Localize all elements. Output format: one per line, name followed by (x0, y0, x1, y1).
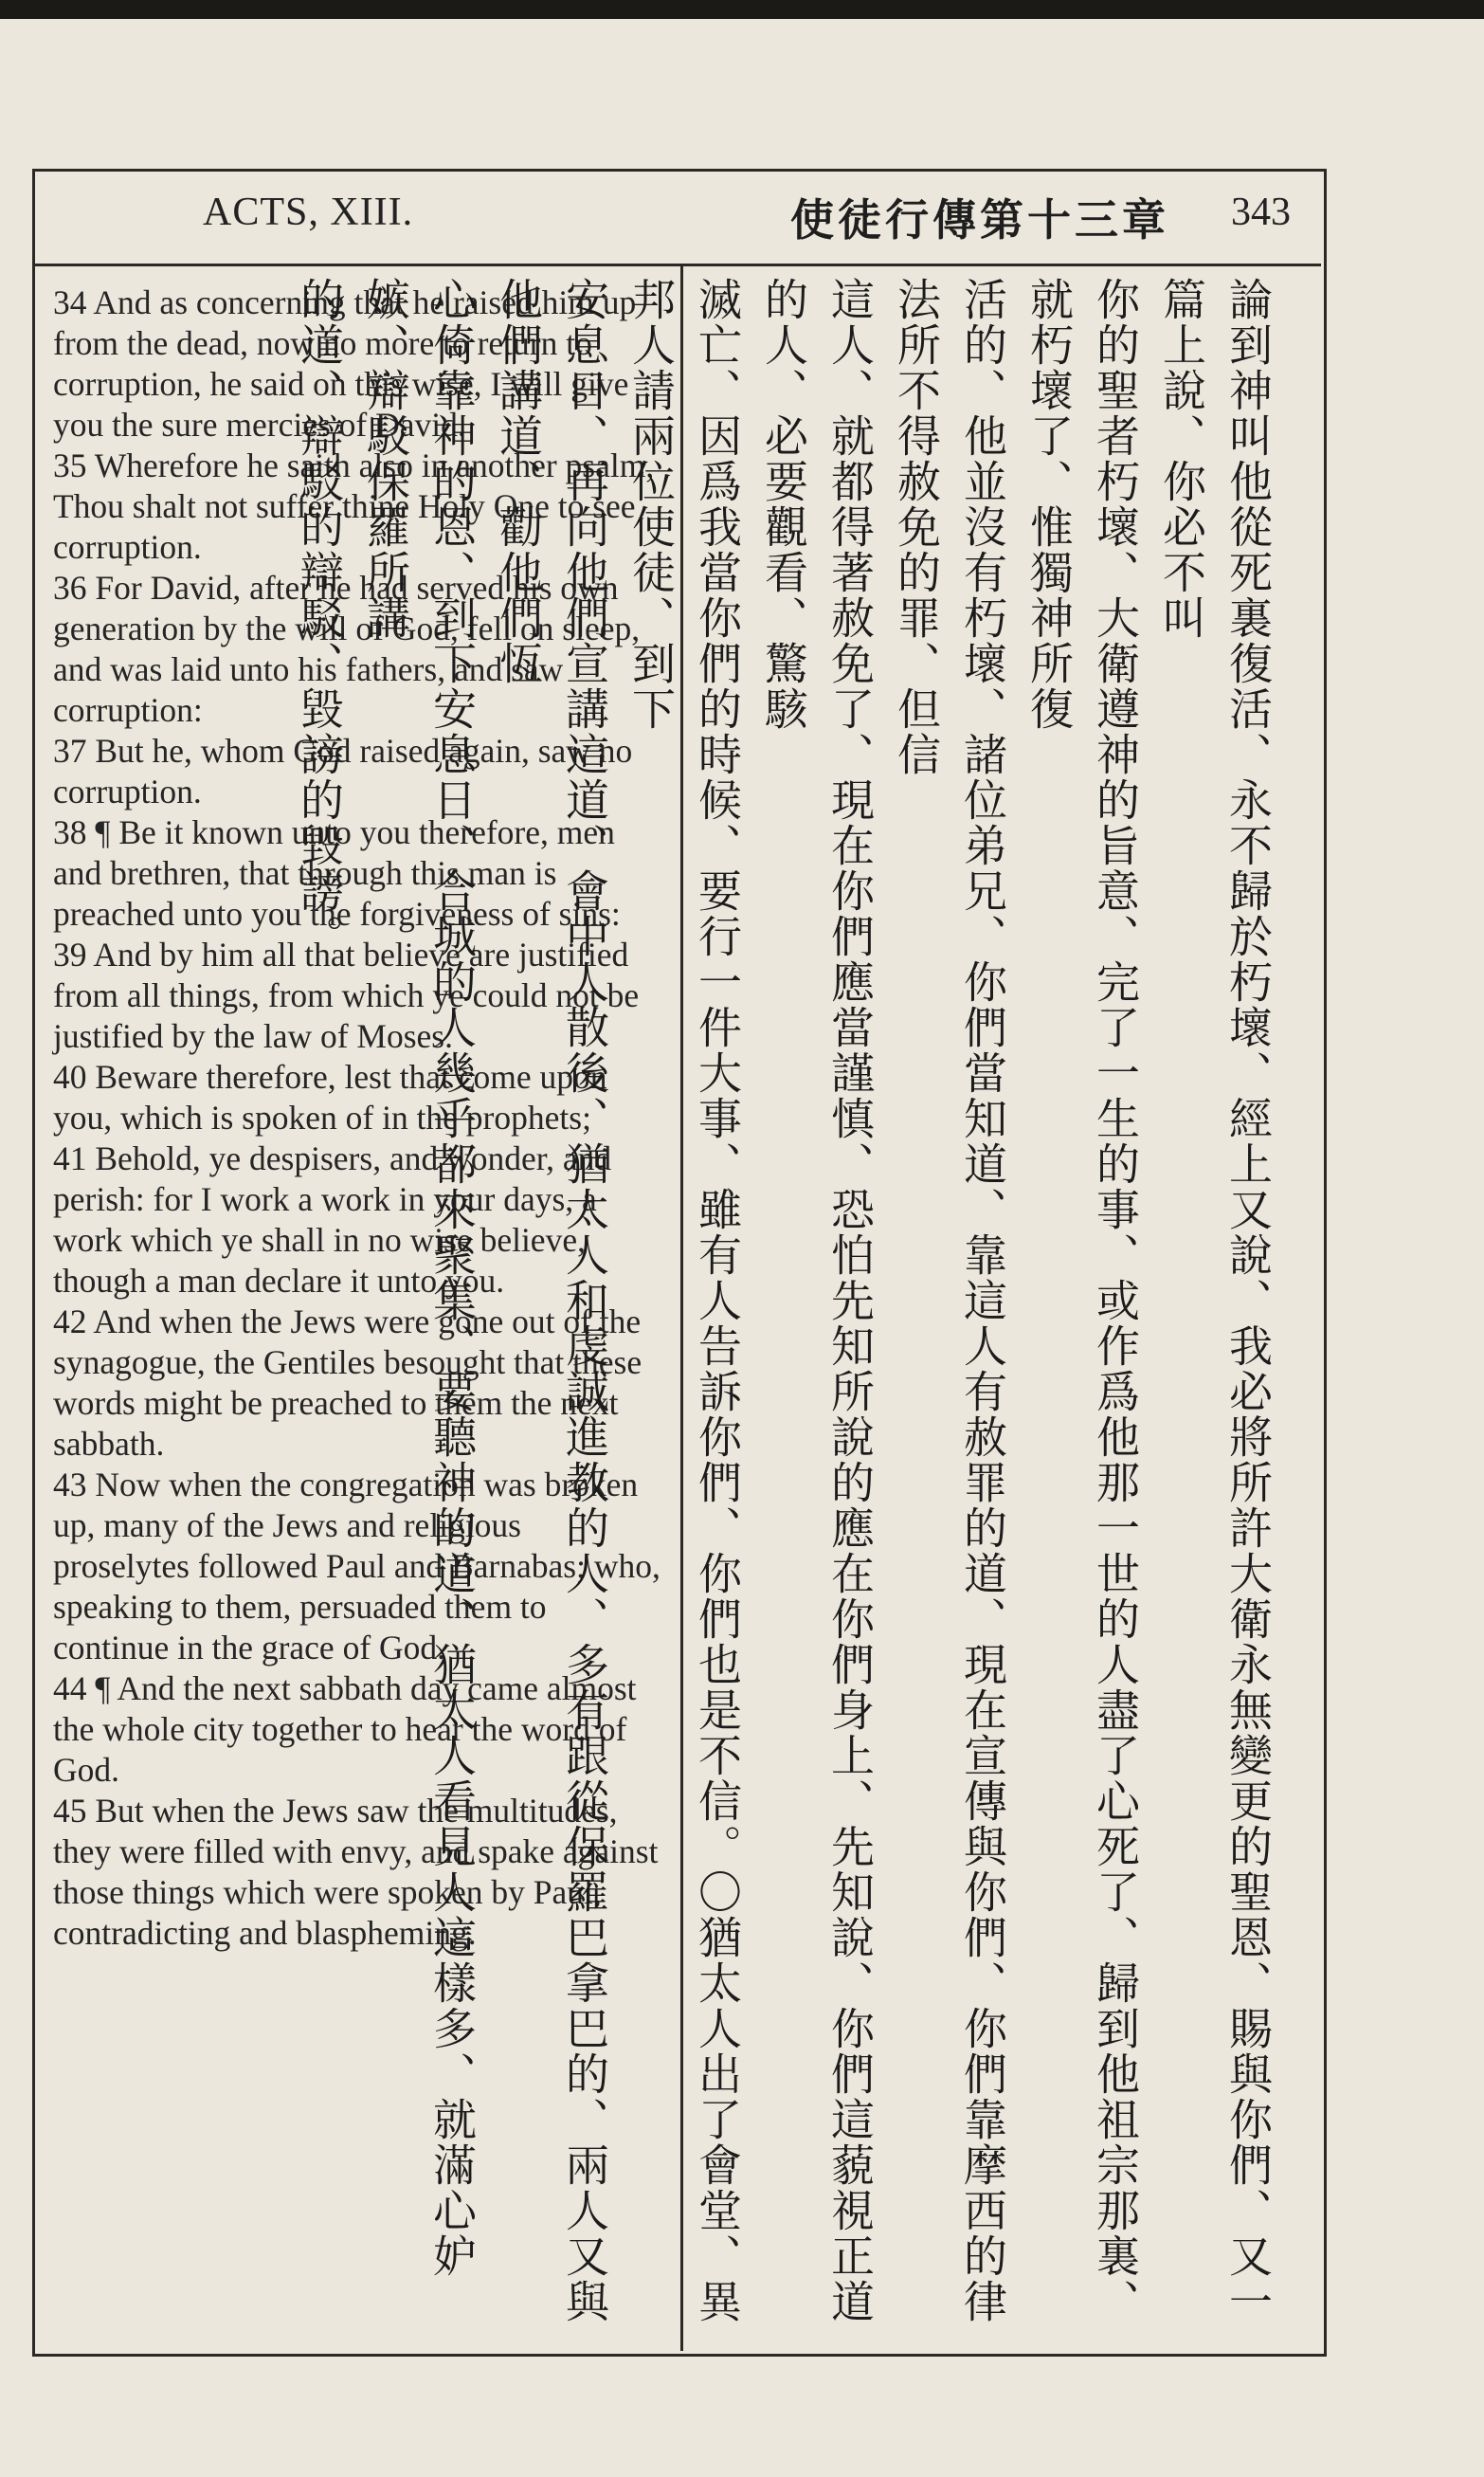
verse-number: 43 (53, 1466, 87, 1503)
chinese-text-column: 的道、辯駁的辯駁、毀謗的毀謗。 (294, 277, 345, 959)
verse-text: Wherefore he saith also in another psalm, Thou shalt not suffer thine Holy One to see corruption. (53, 446, 655, 566)
chinese-text-column: 心倚靠神的恩、到下安息日、合城的人幾乎都來聚集、要聽神的道、猶太人看見人這樣多、就滿心妒嫉、辯駁保羅所講 (360, 277, 478, 2279)
verse-number: 34 (53, 283, 87, 321)
verse-text: Behold, ye despisers, and wonder, and perish: for I work a work in your days, a work which ye shall in no wise believe, though a man declare it unto you. (53, 1139, 612, 1300)
verse-text: ¶ Be it known unto you therefore, men and brethren, that through this man is preached unto you the forgiveness of sins: (53, 813, 621, 933)
verse-number: 37 (53, 732, 87, 770)
verse-text: And by him all that believe are justified from all things, from which ye could not be justified by the law of Moses. (53, 936, 640, 1055)
verse-text: Now when the congregation was broken up, many of the Jews and religious proselytes followed Paul and Barnabas; who, speaking to them, persuaded them to continue in the grace of God. (53, 1466, 661, 1667)
chinese-text-column: 安息日、再向他們宣講這道、會中人散後、猶太人和虔誠進教的人、多有跟從保羅巴拿巴的、兩人又與他們講道、勸他們恆 (493, 277, 610, 2324)
chinese-text-column: 論到神叫他從死裏復活、永不歸於朽壞、經上又說、我必將所許大衛永無變更的聖恩、賜與你們、又一篇上說、你必不叫 (1156, 277, 1274, 2324)
verse-number: 41 (53, 1139, 87, 1177)
verse-text: Beware therefore, lest that come upon you, which is spoken of in the prophets; (53, 1058, 607, 1137)
verse-number: 39 (53, 936, 87, 974)
chinese-running-title: 使徒行傳第十三章 (790, 194, 1169, 246)
english-running-title: ACTS, XIII. (203, 191, 414, 234)
verse-number: 35 (53, 446, 87, 484)
verse-number: 40 (53, 1058, 87, 1096)
chinese-text-column: 滅亡、因爲我當你們的時候、要行一件大事、雖有人告訴你們、你們也是不信。〇猶太人出了會堂、異邦人請兩位使徒、到下 (625, 277, 743, 2324)
chinese-text-column: 活的、他並沒有朽壞、諸位弟兄、你們當知道、靠這人有赦罪的道、現在宣傳與你們、你們靠摩西的律法所不得赦免的罪、但信 (891, 277, 1008, 2324)
running-header (32, 169, 1321, 266)
chinese-text-column: 這人、就都得著赦免了、現在你們應當謹慎、恐怕先知所說的應在你們身上、先知說、你們這藐視正道的人、必要觀看、驚駭 (758, 277, 876, 2324)
verse-number: 38 (53, 813, 87, 851)
verse-text: For David, after he had served his own generation by the will of God, fell on sleep, and was laid unto his fathers, and saw corruption: (53, 569, 641, 729)
verse-number: 42 (53, 1302, 87, 1340)
verse-text: But when the Jews saw the multitudes, they were filled with envy, and spake against those things which were spoken by Paul, contradicting and blaspheming. (53, 1792, 659, 1952)
book-page (0, 19, 1484, 2477)
verse-number: 45 (53, 1792, 87, 1830)
verse-text: And when the Jews were gone out of the synagogue, the Gentiles besought that these words might be preached to them the next sabbath. (53, 1302, 642, 1463)
verse-number: 44 (53, 1669, 87, 1707)
page-number: 343 (1231, 191, 1291, 234)
verse-text: And as concerning that he raised him up from the dead, now no more to return to corruption, he said on this wise, I will give you the sure mercies of David. (53, 283, 637, 444)
chinese-text-column: 你的聖者朽壞、大衛遵神的旨意、完了一生的事、或作爲他那一世的人盡了心死了、歸到他祖宗那裏、就朽壞了、惟獨神所復 (1023, 277, 1141, 2324)
verse-text: But he, whom God raised again, saw no corruption. (53, 732, 633, 810)
verse-number: 36 (53, 569, 87, 607)
verse-text: ¶ And the next sabbath day came almost the whole city together to hear the word of God. (53, 1669, 637, 1789)
